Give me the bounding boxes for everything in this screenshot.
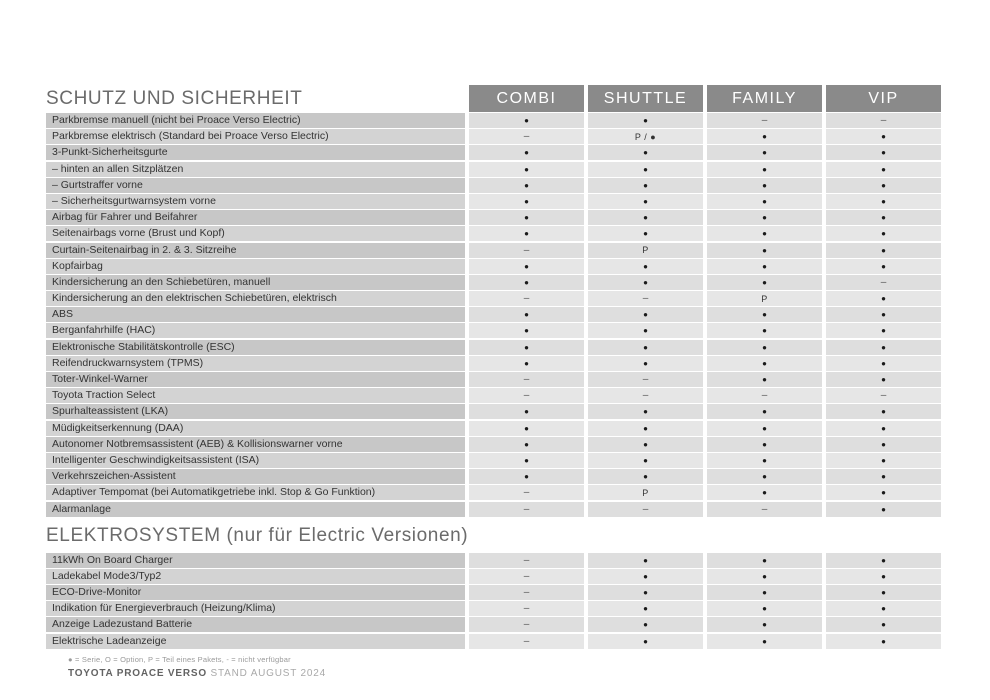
availability-cell: ● [826, 553, 941, 568]
table-row [46, 553, 941, 568]
availability-cell: ● [588, 437, 703, 452]
availability-cell: ● [588, 404, 703, 419]
availability-cell: ● [588, 226, 703, 241]
availability-cell: P [707, 291, 822, 306]
table-row [46, 485, 941, 500]
availability-cell: ● [469, 469, 584, 484]
column-header-combi: COMBI [469, 85, 584, 112]
availability-cell: ● [469, 145, 584, 160]
availability-cell: ● [826, 307, 941, 322]
availability-cell: ● [469, 275, 584, 290]
availability-cell: ● [469, 453, 584, 468]
availability-cell: P [588, 485, 703, 500]
row-label: Intelligenter Geschwindigkeitsassistent (ISA) [46, 453, 465, 468]
availability-cell: ● [826, 437, 941, 452]
availability-cell: ● [826, 340, 941, 355]
table-row [46, 585, 941, 600]
availability-cell: – [588, 502, 703, 517]
availability-cell: ● [826, 569, 941, 584]
availability-cell: – [469, 601, 584, 616]
availability-cell: ● [588, 145, 703, 160]
row-label: Anzeige Ladezustand Batterie [46, 617, 465, 632]
availability-cell: ● [707, 162, 822, 177]
table-header [46, 85, 941, 112]
availability-cell: ● [826, 502, 941, 517]
availability-cell: ● [707, 437, 822, 452]
table-row [46, 340, 941, 355]
availability-cell: – [469, 569, 584, 584]
row-label: 11kWh On Board Charger [46, 553, 465, 568]
table-row [46, 145, 941, 160]
availability-cell: ● [588, 634, 703, 649]
availability-cell: ● [826, 178, 941, 193]
availability-cell: ● [588, 421, 703, 436]
availability-cell: ● [707, 210, 822, 225]
row-label: Alarmanlage [46, 502, 465, 517]
availability-cell: – [469, 129, 584, 144]
availability-cell: ● [588, 340, 703, 355]
availability-cell: ● [588, 194, 703, 209]
table-row [46, 162, 941, 177]
symbol-legend: ● = Serie, O = Option, P = Teil eines Pakets, - = nicht verfügbar [68, 655, 291, 664]
row-label: Adaptiver Tempomat (bei Automatikgetriebe inkl. Stop & Go Funktion) [46, 485, 465, 500]
availability-cell: ● [707, 585, 822, 600]
availability-cell: ● [826, 210, 941, 225]
row-label: Parkbremse elektrisch (Standard bei Proace Verso Electric) [46, 129, 465, 144]
availability-cell: – [469, 502, 584, 517]
availability-cell: ● [826, 259, 941, 274]
row-label: 3-Punkt-Sicherheitsgurte [46, 145, 465, 160]
availability-cell: ● [469, 404, 584, 419]
table-row [46, 404, 941, 419]
availability-cell: – [588, 388, 703, 403]
availability-cell: ● [469, 340, 584, 355]
availability-cell: ● [588, 275, 703, 290]
availability-cell: ● [588, 469, 703, 484]
availability-cell: ● [469, 323, 584, 338]
availability-cell: ● [469, 210, 584, 225]
availability-cell: ● [469, 437, 584, 452]
availability-cell: P / ● [588, 129, 703, 144]
section-1-rows [46, 113, 941, 517]
brand-name: TOYOTA PROACE VERSO [68, 668, 207, 679]
availability-cell: ● [826, 372, 941, 387]
availability-cell: ● [588, 617, 703, 632]
row-label: Elektrische Ladeanzeige [46, 634, 465, 649]
availability-cell: ● [588, 569, 703, 584]
availability-cell: – [469, 585, 584, 600]
availability-cell: ● [707, 226, 822, 241]
table-row [46, 275, 941, 290]
availability-cell: – [469, 291, 584, 306]
table-row [46, 323, 941, 338]
table-row [46, 617, 941, 632]
availability-cell: ● [826, 226, 941, 241]
row-label: Berganfahrhilfe (HAC) [46, 323, 465, 338]
availability-cell: – [707, 502, 822, 517]
availability-cell: ● [588, 307, 703, 322]
table-row [46, 243, 941, 258]
row-label: ABS [46, 307, 465, 322]
availability-cell: ● [588, 113, 703, 128]
table-row [46, 388, 941, 403]
availability-cell: ● [588, 585, 703, 600]
row-label: Elektronische Stabilitätskontrolle (ESC) [46, 340, 465, 355]
availability-cell: – [707, 388, 822, 403]
column-header-shuttle: SHUTTLE [588, 85, 703, 112]
availability-cell: – [588, 291, 703, 306]
availability-cell: ● [588, 259, 703, 274]
table-row [46, 210, 941, 225]
availability-cell: ● [707, 259, 822, 274]
row-label: Indikation für Energieverbrauch (Heizung/Klima) [46, 601, 465, 616]
stand-date: STAND AUGUST 2024 [210, 668, 327, 679]
row-label: Ladekabel Mode3/Typ2 [46, 569, 465, 584]
availability-cell: ● [707, 617, 822, 632]
availability-cell: – [826, 275, 941, 290]
availability-cell: ● [469, 226, 584, 241]
page-footer [68, 655, 326, 679]
row-label: – Gurtstraffer vorne [46, 178, 465, 193]
feature-table [46, 85, 941, 650]
table-row [46, 194, 941, 209]
row-label: Seitenairbags vorne (Brust und Kopf) [46, 226, 465, 241]
table-row [46, 291, 941, 306]
row-label: – Sicherheitsgurtwarnsystem vorne [46, 194, 465, 209]
availability-cell: ● [826, 194, 941, 209]
availability-cell: ● [469, 194, 584, 209]
availability-cell: ● [707, 129, 822, 144]
availability-cell: ● [469, 421, 584, 436]
availability-cell: ● [826, 453, 941, 468]
row-label: Kindersicherung an den elektrischen Schiebetüren, elektrisch [46, 291, 465, 306]
row-label: ECO-Drive-Monitor [46, 585, 465, 600]
row-label: Parkbremse manuell (nicht bei Proace Verso Electric) [46, 113, 465, 128]
availability-cell: ● [826, 291, 941, 306]
availability-cell: ● [469, 178, 584, 193]
availability-cell: – [469, 372, 584, 387]
availability-cell: ● [826, 585, 941, 600]
availability-cell: ● [588, 553, 703, 568]
availability-cell: – [469, 243, 584, 258]
availability-cell: ● [826, 145, 941, 160]
availability-cell: ● [588, 356, 703, 371]
availability-cell: ● [469, 162, 584, 177]
row-label: Kindersicherung an den Schiebetüren, manuell [46, 275, 465, 290]
availability-cell: – [588, 372, 703, 387]
table-row [46, 259, 941, 274]
availability-cell: ● [588, 210, 703, 225]
brand-line [68, 668, 326, 679]
availability-cell: ● [588, 323, 703, 338]
availability-cell: ● [707, 243, 822, 258]
availability-cell: ● [707, 634, 822, 649]
availability-cell: ● [469, 307, 584, 322]
availability-cell: ● [707, 404, 822, 419]
availability-cell: ● [707, 356, 822, 371]
row-label: Airbag für Fahrer und Beifahrer [46, 210, 465, 225]
section-2-title: ELEKTROSYSTEM (nur für Electric Versionen) [46, 524, 469, 546]
row-label: Toter-Winkel-Warner [46, 372, 465, 387]
availability-cell: ● [826, 129, 941, 144]
availability-cell: – [469, 388, 584, 403]
row-label: Kopfairbag [46, 259, 465, 274]
section-2-rows [46, 553, 941, 649]
row-label: Autonomer Notbremsassistent (AEB) & Kollisionswarner vorne [46, 437, 465, 452]
availability-cell: ● [707, 372, 822, 387]
row-label: Curtain-Seitenairbag in 2. & 3. Sitzreihe [46, 243, 465, 258]
table-row [46, 437, 941, 452]
table-row [46, 129, 941, 144]
availability-cell: ● [826, 617, 941, 632]
availability-cell: ● [588, 453, 703, 468]
availability-cell: ● [707, 453, 822, 468]
table-row [46, 356, 941, 371]
availability-cell: ● [826, 421, 941, 436]
availability-cell: ● [707, 145, 822, 160]
availability-cell: – [826, 113, 941, 128]
availability-cell: – [707, 113, 822, 128]
availability-cell: ● [826, 162, 941, 177]
row-label: – hinten an allen Sitzplätzen [46, 162, 465, 177]
table-row [46, 502, 941, 517]
availability-cell: ● [707, 469, 822, 484]
availability-cell: ● [826, 323, 941, 338]
availability-cell: ● [588, 162, 703, 177]
availability-cell: – [469, 553, 584, 568]
table-row [46, 178, 941, 193]
availability-cell: – [826, 388, 941, 403]
availability-cell: ● [707, 323, 822, 338]
availability-cell: ● [826, 469, 941, 484]
table-row [46, 601, 941, 616]
availability-cell: ● [707, 485, 822, 500]
table-row [46, 453, 941, 468]
table-row [46, 226, 941, 241]
availability-cell: ● [469, 356, 584, 371]
availability-cell: ● [826, 485, 941, 500]
row-label: Spurhalteassistent (LKA) [46, 404, 465, 419]
availability-cell: ● [588, 178, 703, 193]
availability-cell: ● [707, 340, 822, 355]
row-label: Verkehrszeichen-Assistent [46, 469, 465, 484]
availability-cell: ● [826, 356, 941, 371]
availability-cell: ● [707, 601, 822, 616]
column-header-vip: VIP [826, 85, 941, 112]
table-row [46, 569, 941, 584]
row-label: Reifendruckwarnsystem (TPMS) [46, 356, 465, 371]
availability-cell: ● [707, 569, 822, 584]
availability-cell: ● [826, 243, 941, 258]
table-row [46, 421, 941, 436]
row-label: Müdigkeitserkennung (DAA) [46, 421, 465, 436]
table-row [46, 113, 941, 128]
row-label: Toyota Traction Select [46, 388, 465, 403]
availability-cell: – [469, 634, 584, 649]
availability-cell: ● [826, 634, 941, 649]
availability-cell: – [469, 617, 584, 632]
table-row [46, 372, 941, 387]
table-row [46, 634, 941, 649]
table-row [46, 469, 941, 484]
availability-cell: ● [707, 194, 822, 209]
availability-cell: ● [826, 601, 941, 616]
availability-cell: ● [707, 553, 822, 568]
availability-cell: ● [469, 113, 584, 128]
column-header-family: FAMILY [707, 85, 822, 112]
availability-cell: ● [707, 275, 822, 290]
availability-cell: ● [707, 421, 822, 436]
table-row [46, 307, 941, 322]
availability-cell: ● [588, 601, 703, 616]
section-1-title: SCHUTZ UND SICHERHEIT [46, 87, 303, 109]
availability-cell: P [588, 243, 703, 258]
availability-cell: ● [469, 259, 584, 274]
availability-cell: ● [826, 404, 941, 419]
availability-cell: – [469, 485, 584, 500]
availability-cell: ● [707, 307, 822, 322]
availability-cell: ● [707, 178, 822, 193]
